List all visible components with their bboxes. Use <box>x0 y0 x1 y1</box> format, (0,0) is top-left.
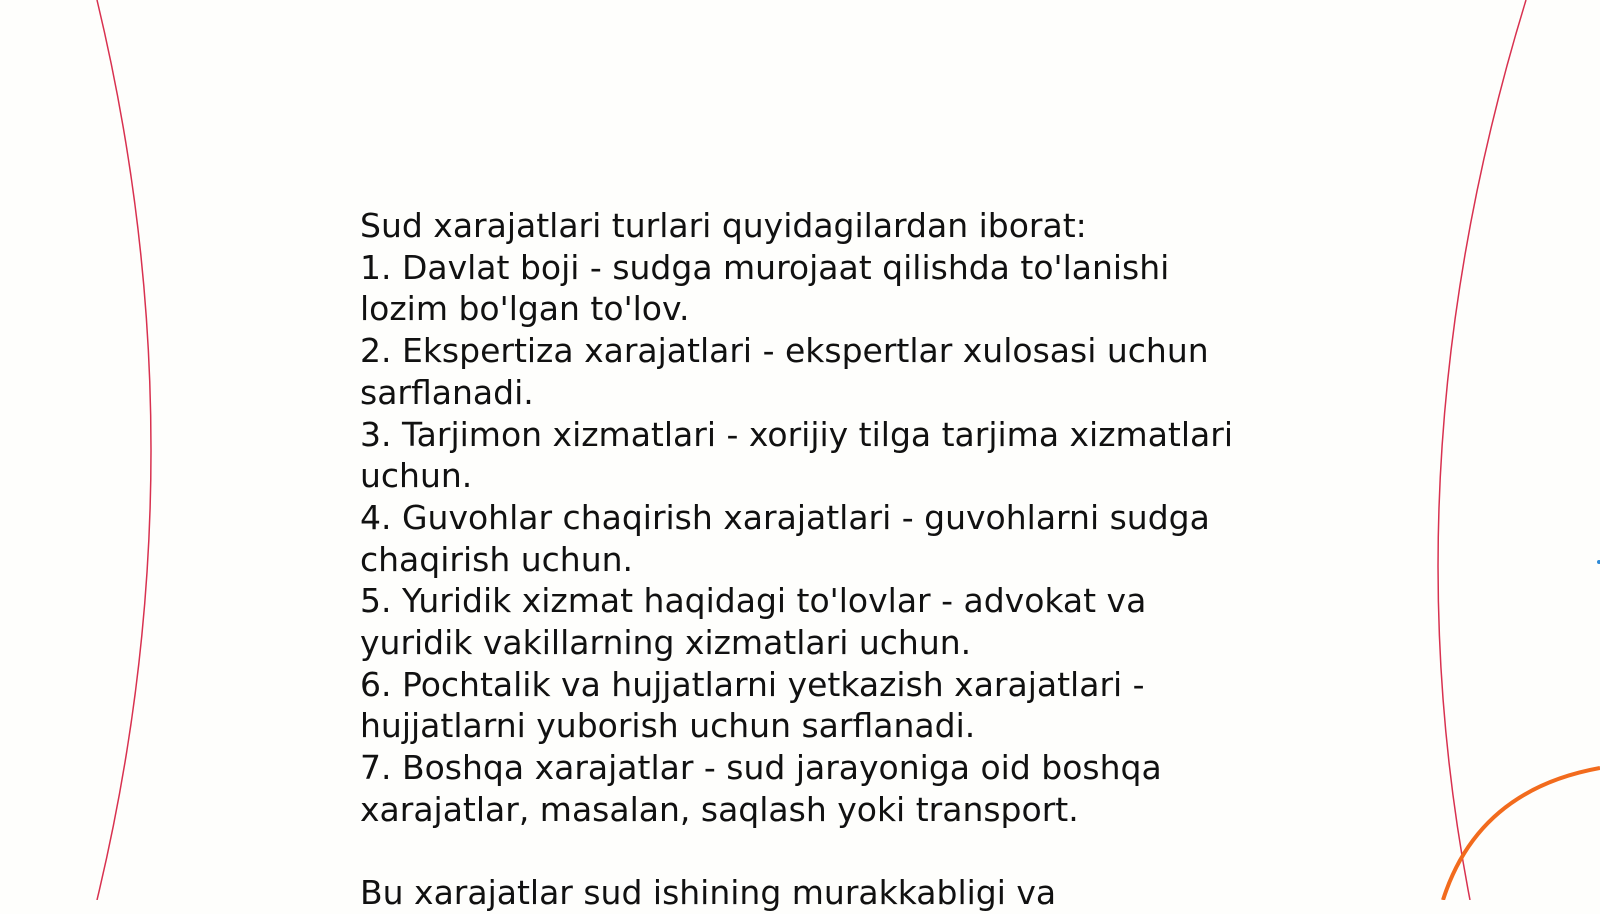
list-item: 4. Guvohlar chaqirish xarajatlari - guvohlarni sudga chaqirish uchun. <box>360 497 1210 579</box>
list-item: 3. Tarjimon xizmatlari - xorijiy tilga tarjima xizmatlari uchun. <box>360 414 1233 496</box>
list-item: 5. Yuridik xizmat haqidagi to'lovlar - advokat va yuridik vakillarning xizmatlari uchun. <box>360 581 1147 663</box>
right-red-arc <box>1438 0 1526 900</box>
list-item: 2. Ekspertiza xarajatlari - ekspertlar xulosasi uchun sarflanadi. <box>360 331 1209 412</box>
slide-text-body <box>360 205 1240 914</box>
list-item: 1. Davlat boji - sudga murojaat qilishda to'lanishi lozim bo'lgan to'lov. <box>360 247 1170 329</box>
closing-line: Bu xarajatlar sud ishining murakkabligi va <box>360 873 1057 913</box>
list-item: 7. Boshqa xarajatlar - sud jarayoniga oid boshqa xarajatlar, masalan, saqlash yoki transport. <box>360 748 1162 829</box>
spacer <box>360 831 1240 873</box>
left-red-arc <box>97 0 151 900</box>
list-item: 6. Pochtalik va hujjatlarni yetkazish xarajatlari - hujjatlarni yuborish uchun sarflanadi. <box>360 664 1145 746</box>
intro-line: Sud xarajatlari turlari quyidagilardan iborat: <box>360 206 1087 245</box>
